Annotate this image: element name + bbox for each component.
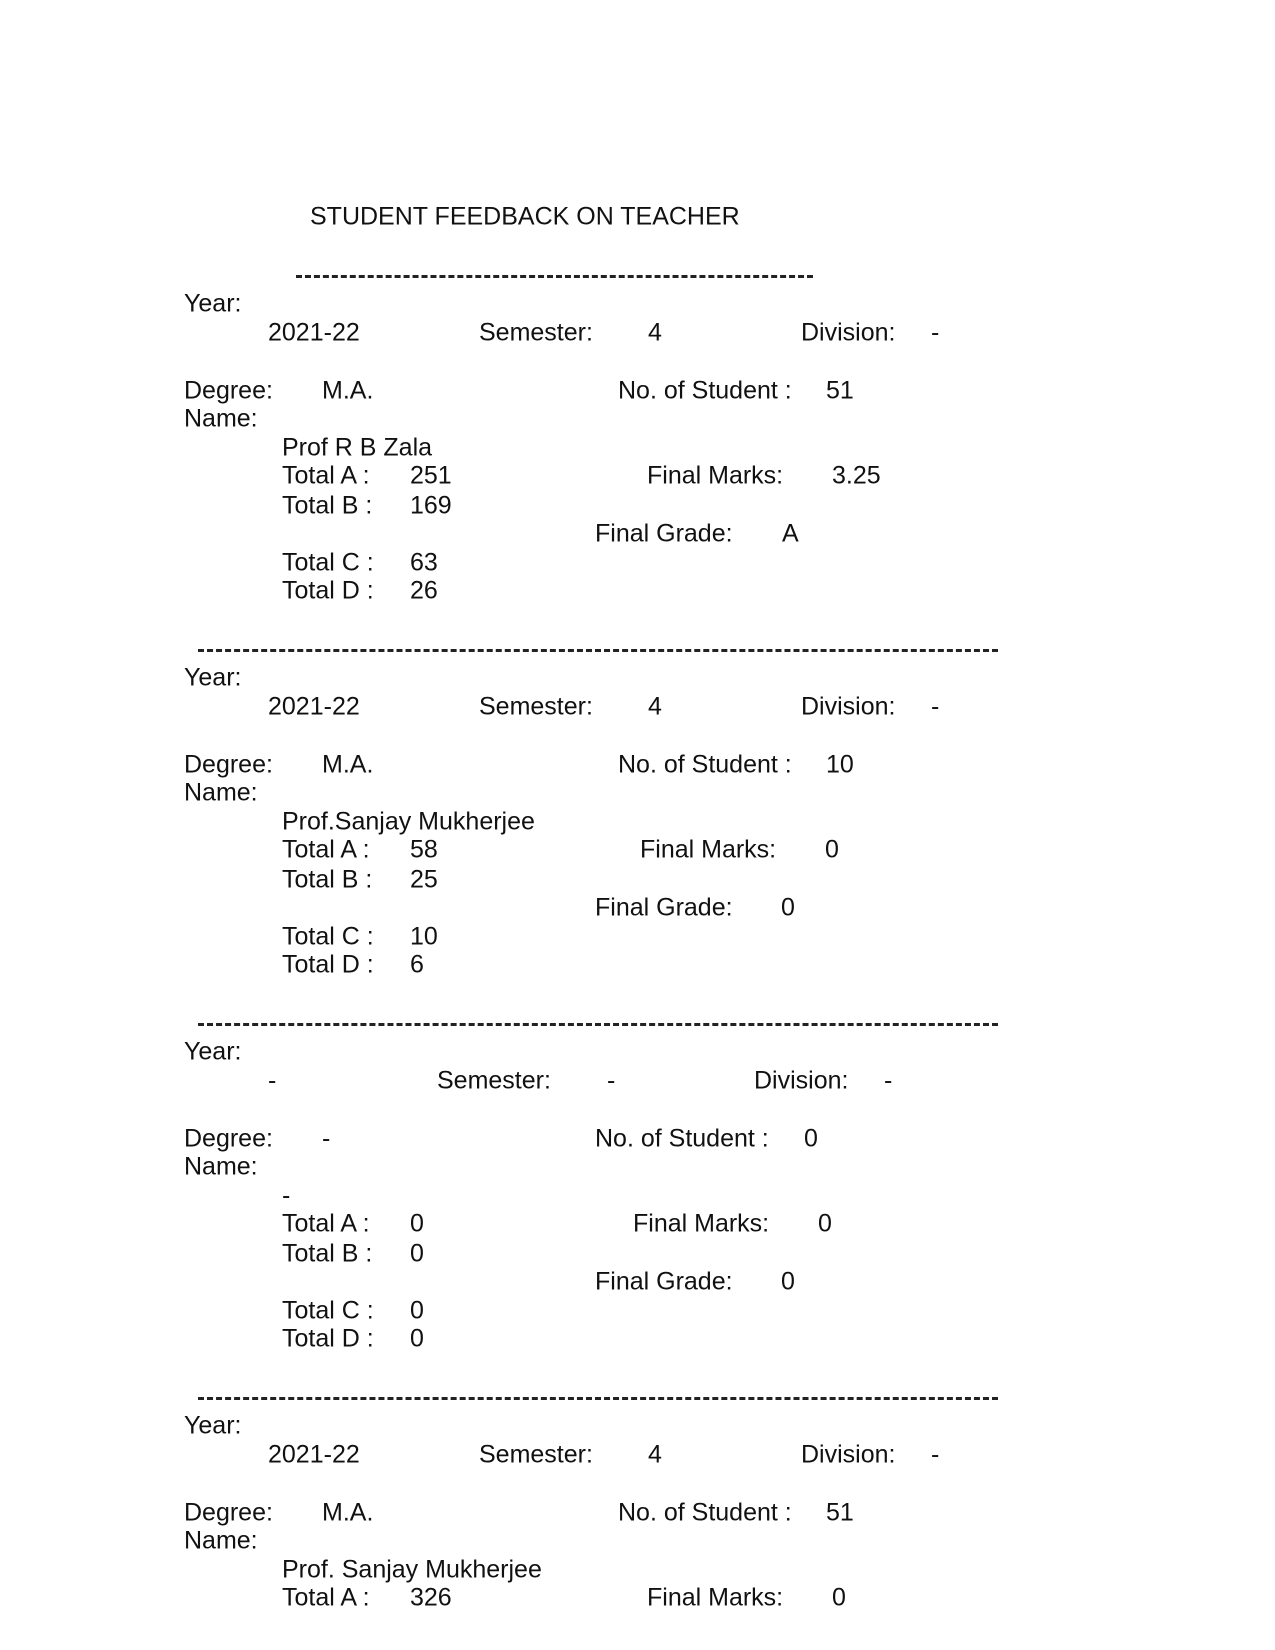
final-marks-value: 0: [818, 1209, 832, 1238]
total-a-value: 326: [410, 1583, 452, 1612]
total-a-value: 58: [410, 835, 438, 864]
page-title: STUDENT FEEDBACK ON TEACHER: [310, 202, 740, 231]
semester-value: 4: [648, 1440, 662, 1469]
division-label: Division:: [801, 692, 896, 721]
semester-label: Semester:: [479, 318, 593, 347]
total-c-value: 10: [410, 922, 438, 951]
total-b-value: 169: [410, 491, 452, 520]
semester-value: 4: [648, 692, 662, 721]
degree-label: Degree:: [184, 1124, 273, 1153]
division-value: -: [884, 1066, 893, 1095]
teacher-name: Prof. Sanjay Mukherjee: [282, 1555, 542, 1584]
total-a-label: Total A :: [282, 1583, 370, 1612]
no-of-student-label: No. of Student :: [618, 1498, 792, 1527]
feedback-record: [0, 0, 1275, 605]
final-grade-label: Final Grade:: [595, 1267, 733, 1296]
final-grade-value: A: [782, 519, 799, 548]
final-grade-label: Final Grade:: [595, 893, 733, 922]
year-value: 2021-22: [268, 692, 360, 721]
name-label: Name:: [184, 1152, 258, 1181]
total-d-label: Total D :: [282, 950, 374, 979]
year-label: Year:: [184, 1411, 242, 1440]
name-label: Name:: [184, 404, 258, 433]
final-grade-value: 0: [781, 1267, 795, 1296]
total-a-label: Total A :: [282, 835, 370, 864]
feedback-record: [0, 374, 1275, 979]
total-d-value: 0: [410, 1324, 424, 1353]
year-label: Year:: [184, 289, 242, 318]
total-d-value: 6: [410, 950, 424, 979]
degree-label: Degree:: [184, 376, 273, 405]
total-b-label: Total B :: [282, 1239, 373, 1268]
total-b-label: Total B :: [282, 491, 373, 520]
division-value: -: [931, 1440, 940, 1469]
semester-label: Semester:: [479, 1440, 593, 1469]
division-value: -: [931, 318, 940, 347]
year-value: -: [268, 1066, 277, 1095]
year-value: 2021-22: [268, 318, 360, 347]
final-marks-value: 0: [832, 1583, 846, 1612]
total-d-label: Total D :: [282, 1324, 374, 1353]
semester-label: Semester:: [479, 692, 593, 721]
final-marks-value: 3.25: [832, 461, 881, 490]
degree-value: M.A.: [322, 1498, 374, 1527]
feedback-record: [0, 1122, 1275, 1650]
teacher-name: Prof R B Zala: [282, 433, 433, 462]
year-label: Year:: [184, 1037, 242, 1066]
semester-label: Semester:: [437, 1066, 551, 1095]
degree-label: Degree:: [184, 1498, 273, 1527]
degree-value: -: [322, 1124, 331, 1153]
no-of-student-value: 51: [826, 1498, 854, 1527]
final-marks-value: 0: [825, 835, 839, 864]
degree-value: M.A.: [322, 376, 374, 405]
division-value: -: [931, 692, 940, 721]
division-label: Division:: [754, 1066, 849, 1095]
name-label: Name:: [184, 778, 258, 807]
degree-value: M.A.: [322, 750, 374, 779]
total-b-label: Total B :: [282, 865, 373, 894]
total-b-value: 25: [410, 865, 438, 894]
total-b-value: 0: [410, 1239, 424, 1268]
degree-label: Degree:: [184, 750, 273, 779]
final-grade-value: 0: [781, 893, 795, 922]
final-marks-label: Final Marks:: [640, 835, 777, 864]
total-d-label: Total D :: [282, 576, 374, 605]
total-c-label: Total C :: [282, 922, 374, 951]
total-a-label: Total A :: [282, 1209, 370, 1238]
total-a-value: 251: [410, 461, 452, 490]
teacher-name: Prof.Sanjay Mukherjee: [282, 807, 535, 836]
no-of-student-label: No. of Student :: [618, 376, 792, 405]
total-c-value: 63: [410, 548, 438, 577]
feedback-record: [0, 748, 1275, 1353]
total-a-label: Total A :: [282, 461, 370, 490]
final-marks-label: Final Marks:: [633, 1209, 770, 1238]
no-of-student-value: 10: [826, 750, 854, 779]
semester-value: 4: [648, 318, 662, 347]
division-label: Division:: [801, 318, 896, 347]
total-c-label: Total C :: [282, 1296, 374, 1325]
total-a-value: 0: [410, 1209, 424, 1238]
semester-value: -: [607, 1066, 616, 1095]
no-of-student-value: 0: [804, 1124, 818, 1153]
total-c-value: 0: [410, 1296, 424, 1325]
no-of-student-value: 51: [826, 376, 854, 405]
division-label: Division:: [801, 1440, 896, 1469]
final-marks-label: Final Marks:: [647, 1583, 784, 1612]
final-marks-label: Final Marks:: [647, 461, 784, 490]
no-of-student-label: No. of Student :: [595, 1124, 769, 1153]
name-label: Name:: [184, 1526, 258, 1555]
total-c-label: Total C :: [282, 548, 374, 577]
final-grade-label: Final Grade:: [595, 519, 733, 548]
year-label: Year:: [184, 663, 242, 692]
total-d-value: 26: [410, 576, 438, 605]
no-of-student-label: No. of Student :: [618, 750, 792, 779]
teacher-name: -: [282, 1181, 291, 1210]
year-value: 2021-22: [268, 1440, 360, 1469]
